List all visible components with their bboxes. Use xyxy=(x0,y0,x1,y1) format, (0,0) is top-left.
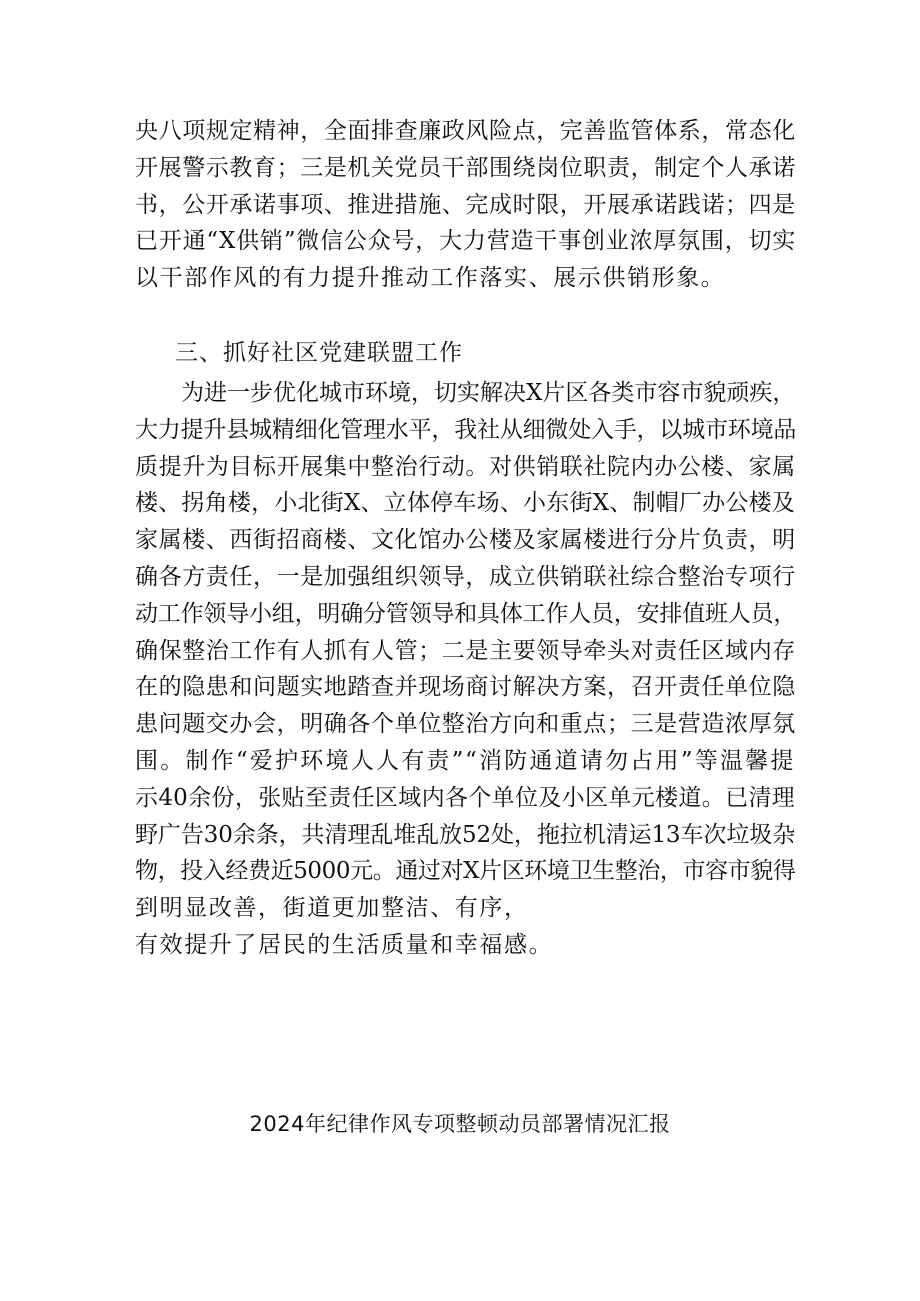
paragraph-line: 楼、拐角楼，小北街X、立体停车场、小东街X、制帽厂办公楼及 xyxy=(135,490,795,517)
paragraph-line: 示40余份，张贴至责任区域内各个单位及小区单元楼道。已清理 xyxy=(135,784,795,811)
paragraph-continued xyxy=(135,113,795,297)
paragraph-line: 大力提升县城精细化管理水平，我社从细微处入手，以城市环境品 xyxy=(135,416,797,443)
paragraph-line: 为进一步优化城市环境，切实解决X片区各类市容市貌顽疾， xyxy=(181,380,796,406)
section-heading: 三、抓好社区党建联盟工作 xyxy=(175,340,463,366)
paragraph-line: 患问题交办会，明确各个单位整治方向和重点；三是营造浓厚氛 xyxy=(135,711,796,738)
paragraph-line: 确各方责任，一是加强组织领导，成立供销联社综合整治专项行 xyxy=(135,563,796,590)
paragraph-line: 以干部作风的有力提升推动工作落实、展示供销形象。 xyxy=(135,265,726,292)
paragraph-line: 物，投入经费近5000元。通过对X片区环境卫生整治，市容市貌得 xyxy=(135,858,796,885)
paragraph-line: 开展警示教育；三是机关党员干部围绕岗位职责，制定个人承诺 xyxy=(135,154,796,181)
paragraph-line: 确保整治工作有人抓有人管；二是主要领导牵头对责任区域内存 xyxy=(135,637,796,664)
paragraph-line: 书，公开承诺事项、推进措施、完成时限，开展承诺践诺；四是 xyxy=(135,191,796,218)
paragraph-line: 动工作领导小组，明确分管领导和具体工作人员，安排值班人员， xyxy=(135,600,797,627)
paragraph-line: 家属楼、西街招商楼、文化馆办公楼及家属楼进行分片负责，明 xyxy=(135,527,796,554)
paragraph-line: 到明显改善，街道更加整洁、有序， xyxy=(135,895,529,922)
paragraph-line: 围。制作“爱护环境人人有责”“消防通道请勿占用”等温馨提 xyxy=(135,747,795,774)
document-title: 2024年纪律作风专项整顿动员部署情况汇报 xyxy=(249,1112,671,1136)
paragraph-line: 质提升为目标开展集中整治行动。对供销联社院内办公楼、家属 xyxy=(135,453,796,480)
section-paragraph xyxy=(135,375,795,964)
paragraph-line: 央八项规定精神，全面排查廉政风险点，完善监管体系，常态化 xyxy=(135,118,796,144)
paragraph-line: 野广告30余条，共清理乱堆乱放52处，拖拉机清运13车次垃圾杂 xyxy=(135,821,795,848)
paragraph-line: 有效提升了居民的生活质量和幸福感。 xyxy=(135,931,554,958)
paragraph-line: 已开通“X供销”微信公众号，大力营造干事创业浓厚氛围，切实 xyxy=(135,228,797,255)
paragraph-line: 在的隐患和问题实地踏查并现场商讨解决方案，召开责任单位隐 xyxy=(135,674,796,701)
